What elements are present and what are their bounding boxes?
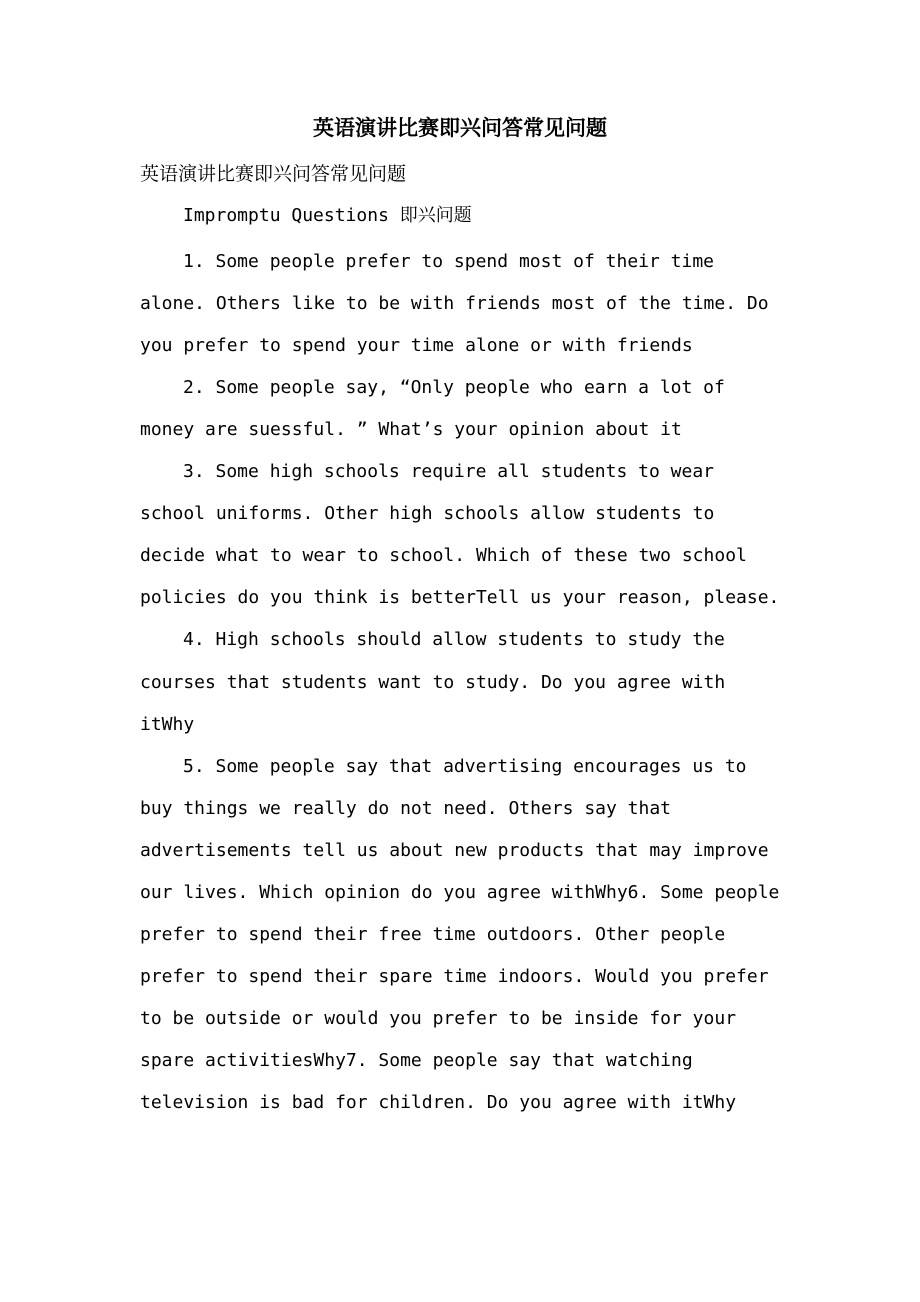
text-line: itWhy — [140, 714, 195, 735]
text-line: advertisements tell us about new products that may improve — [140, 840, 769, 861]
text-line: prefer to spend their free time outdoors. Other people — [140, 924, 726, 945]
text-line: 3. Some high schools require all students to wear — [183, 461, 715, 482]
text-line: our lives. Which opinion do you agree withWhy6. Some people — [140, 882, 780, 903]
text-line: 5. Some people say that advertising encourages us to — [183, 756, 747, 777]
text-line: 1. Some people prefer to spend most of their time — [183, 251, 715, 272]
text-line: money are suessful. ” What’s your opinion about it — [140, 419, 682, 440]
text-line: school uniforms. Other high schools allow students to — [140, 503, 715, 524]
section-heading: Impromptu Questions 即兴问题 — [183, 205, 472, 226]
text-line: decide what to wear to school. Which of these two school — [140, 545, 747, 566]
text-line: buy things we really do not need. Others say that — [140, 798, 672, 819]
text-line: spare activitiesWhy7. Some people say that watching — [140, 1050, 693, 1071]
text-line: alone. Others like to be with friends most of the time. Do — [140, 293, 769, 314]
page-title: 英语演讲比赛即兴问答常见问题 — [313, 115, 607, 140]
text-line: courses that students want to study. Do you agree with — [140, 672, 726, 693]
text-line: prefer to spend their spare time indoors. Would you prefer — [140, 966, 769, 987]
text-line: policies do you think is betterTell us your reason, please. — [140, 587, 780, 608]
text-line: you prefer to spend your time alone or with friends — [140, 335, 693, 356]
text-line: television is bad for children. Do you agree with itWhy — [140, 1092, 737, 1113]
text-line: 2. Some people say, “Only people who earn a lot of — [183, 377, 725, 398]
document-subtitle: 英语演讲比赛即兴问答常见问题 — [140, 163, 407, 185]
text-line: to be outside or would you prefer to be inside for your — [140, 1008, 737, 1029]
text-line: 4. High schools should allow students to study the — [183, 629, 725, 650]
